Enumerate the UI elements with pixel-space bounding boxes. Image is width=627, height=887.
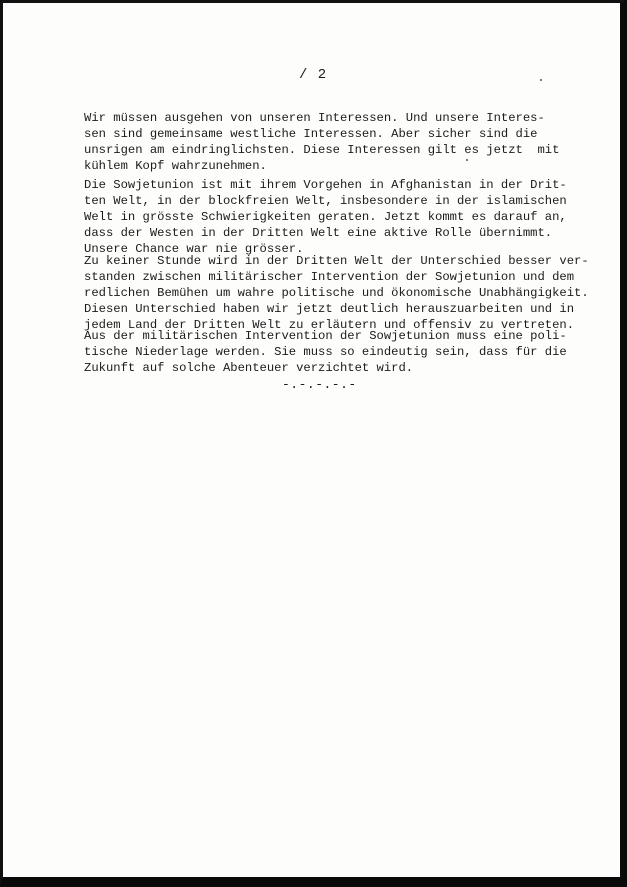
text-line: dass der Westen in der Dritten Welt eine aktive Rolle übernimmt.	[84, 226, 553, 240]
text-line: sen sind gemeinsame westliche Interessen. Aber sicher sind die	[84, 127, 538, 141]
text-line: Unsere Chance war nie grösser.	[84, 242, 304, 256]
text-line: Aus der militärischen Intervention der Sowjetunion muss eine poli-	[84, 329, 567, 343]
text-line: Welt in grösste Schwierigkeiten geraten. Jetzt kommt es darauf an,	[84, 210, 567, 224]
text-line: Zukunft auf solche Abenteuer verzichtet wird.	[84, 361, 414, 375]
text-line: Wir müssen ausgehen von unseren Interessen. Und unsere Interes-	[84, 111, 545, 125]
text-line: jedem Land der Dritten Welt zu erläutern und offensiv zu vertreten.	[84, 318, 575, 332]
text-line: kühlem Kopf wahrzunehmen.	[84, 159, 267, 173]
paragraph-third-world	[84, 253, 604, 333]
closing-mark: -.-.-.-.-	[282, 377, 357, 392]
text-line: tische Niederlage werden. Sie muss so eindeutig sein, dass für die	[84, 345, 567, 359]
text-line: Die Sowjetunion ist mit ihrem Vorgehen in Afghanistan in der Drit-	[84, 178, 567, 192]
text-line: unsrigen am eindringlichsten. Diese Interessen gilt es jetzt mit	[84, 143, 560, 157]
text-line: ten Welt, in der blockfreien Welt, insbesondere in der islamischen	[84, 194, 567, 208]
text-line: standen zwischen militärischer Intervention der Sowjetunion und dem	[84, 270, 575, 284]
paragraph-interests	[84, 110, 604, 174]
page-number: / 2	[299, 67, 328, 83]
paragraph-political-defeat	[84, 328, 604, 376]
scan-speck	[540, 79, 542, 81]
paragraph-soviet-union	[84, 177, 604, 257]
text-line: Diesen Unterschied haben wir jetzt deutlich herauszuarbeiten und in	[84, 302, 575, 316]
text-line: redlichen Bemühen um wahre politische und ökonomische Unabhängigkeit.	[84, 286, 589, 300]
text-line: Zu keiner Stunde wird in der Dritten Welt der Unterschied besser ver-	[84, 254, 589, 268]
